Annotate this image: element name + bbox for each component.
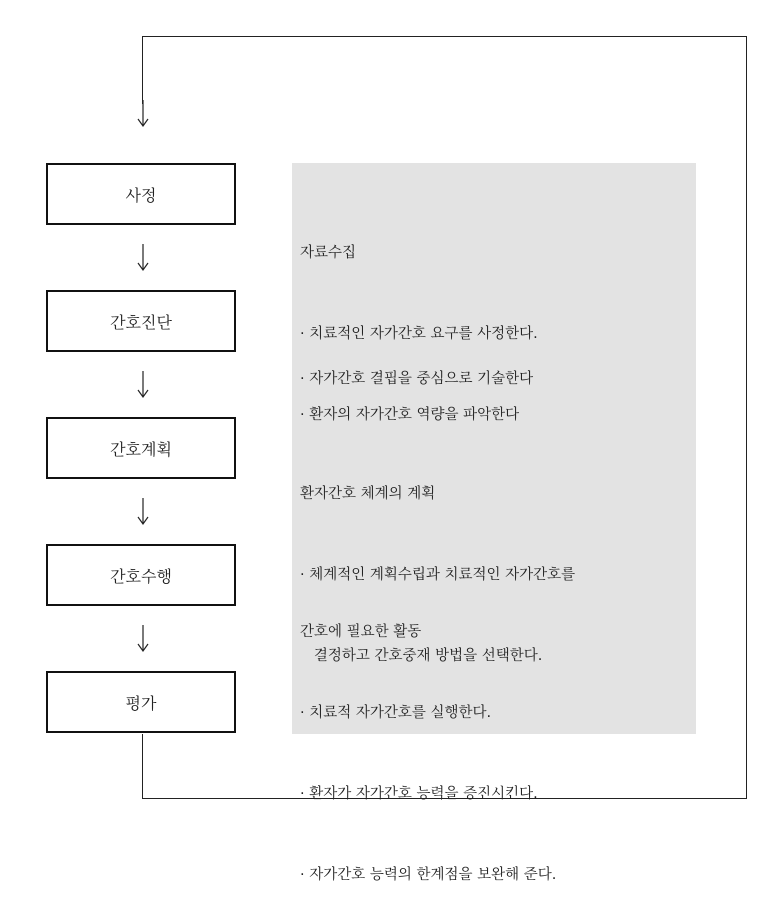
step-nursing-implementation — [46, 544, 236, 606]
arrow-down-icon — [136, 100, 150, 128]
description-line: · 자가간호 능력의 한계점을 보완해 준다. — [300, 867, 557, 883]
step-label: 평가 — [125, 693, 157, 713]
loop-line-right — [746, 36, 747, 798]
description-nursing-implementation — [300, 565, 556, 916]
step-assessment — [46, 163, 236, 225]
description-line: 결정하고 간호중재 방법을 선택한다. — [300, 648, 543, 664]
description-line: · 환자가 자가간호 능력을 증진시킨다. — [300, 786, 538, 802]
description-line: 환자간호 체계의 계획 — [300, 486, 436, 502]
loop-line-top — [142, 36, 747, 37]
loop-line-bottom-left — [142, 734, 143, 798]
description-line: 간호에 필요한 활동 — [300, 624, 422, 640]
step-nursing-plan — [46, 417, 236, 479]
description-line: · 치료적인 자가간호 요구를 사정한다. — [300, 326, 538, 342]
step-label: 사정 — [125, 185, 157, 205]
description-line: · 체계적인 계획수립과 치료적인 자가간호를 — [300, 567, 576, 583]
step-label: 간호진단 — [110, 312, 172, 332]
arrow-down-icon — [136, 625, 150, 653]
arrow-down-icon — [136, 244, 150, 272]
step-label: 간호계획 — [110, 439, 172, 459]
description-line: · 자가간호 결핍을 중심으로 기술한다 — [300, 371, 534, 387]
loop-line-top-left — [142, 36, 143, 104]
step-evaluation — [46, 671, 236, 733]
description-line: · 치료적 자가간호를 실행한다. — [300, 705, 492, 721]
step-label: 간호수행 — [110, 566, 172, 586]
arrow-down-icon — [136, 498, 150, 526]
description-nursing-diagnosis — [300, 312, 533, 420]
arrow-down-icon — [136, 371, 150, 399]
description-line: 자료수집 — [300, 245, 357, 261]
description-line: · 환자의 자가간호 역량을 파악한다 — [300, 407, 520, 423]
step-nursing-diagnosis — [46, 290, 236, 352]
